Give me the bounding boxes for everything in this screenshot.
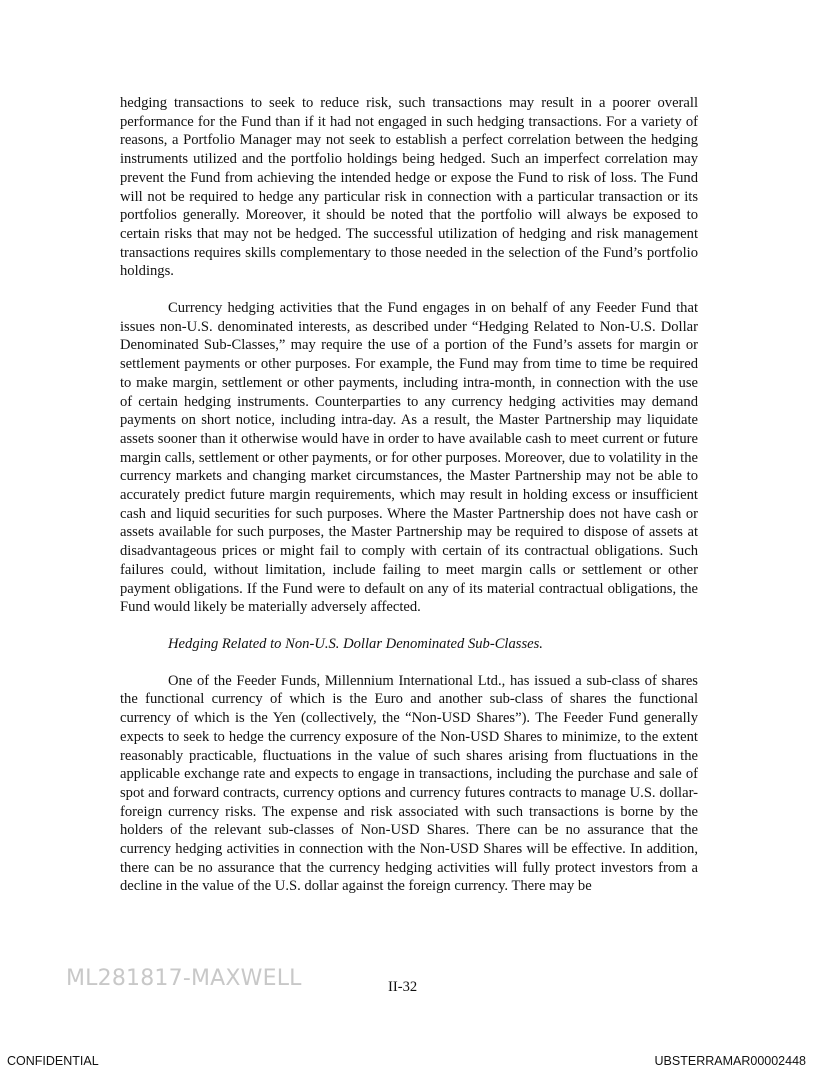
control-number: UBSTERRAMAR00002448 [654, 1054, 806, 1068]
bates-stamp: ML281817-MAXWELL [66, 966, 302, 991]
paragraph-non-usd-shares: One of the Feeder Funds, Millennium International Ltd., has issued a sub-class of shares the functional currency of which is the Euro and another sub-class of shares the functional currency of which is the Yen (collectively, the “Non-USD Shares”). The Feeder Fund generally expects to seek to hedge the currency exposure of the Non-USD Shares to minimize, to the extent reasonably practicable, fluctuations in the value of such shares arising from fluctuations in the applicable exchange rate and expects to engage in transactions, including the purchase and sale of spot and forward contracts, currency options and currency futures contracts to manage U.S. dollar-foreign currency risks. The expense and risk associated with such transactions is borne by the holders of the relevant sub-classes of Non-USD Shares. There can be no assurance that the currency hedging activities in connection with the Non-USD Shares will be effective. In addition, there can be no assurance that the currency hedging activities will fully protect investors from a decline in the value of the U.S. dollar against the foreign currency. There may be [120, 672, 698, 895]
section-heading: Hedging Related to Non-U.S. Dollar Denominated Sub-Classes. [168, 635, 543, 652]
paragraph-currency-hedging: Currency hedging activities that the Fund engages in on behalf of any Feeder Fund that issues non-U.S. denominated interests, as described under “Hedging Related to Non-U.S. Dollar Denominated Sub-Classes,” may require the use of a portion of the Fund’s assets for margin or settlement payments or other purposes. For example, the Fund may from time to time be required to make margin, settlement or other payments, including intra-month, in connection with the use of certain hedging instruments. Counterparties to any currency hedging activities may demand payments on short notice, including intra-day. As a result, the Master Partnership may liquidate assets sooner than it otherwise would have in order to have available cash to meet current or future margin calls, settlement or other payments, or for other purposes. Moreover, due to volatility in the currency markets and changing market circumstances, the Master Partnership may not be able to accurately predict future margin requirements, which may result in holding excess or insufficient cash and liquid securities for such purposes. Where the Master Partnership does not have cash or assets available for such purposes, the Master Partnership may be required to dispose of assets at disadvantageous prices or might fail to comply with certain of its contractual obligations. Such failures could, without limitation, include failing to meet margin calls or settlement or other payment obligations. If the Fund were to default on any of its material contractual obligations, the Fund would likely be materially adversely affected. [120, 300, 698, 616]
document-body [120, 94, 698, 914]
paragraph-hedging-risk: hedging transactions to seek to reduce risk, such transactions may result in a poorer overall performance for the Fund than if it had not engaged in such hedging transactions. For a variety of reasons, a Portfolio Manager may not seek to establish a perfect correlation between the hedging instruments utilized and the portfolio holdings being hedged. Such an imperfect correlation may prevent the Fund from achieving the intended hedge or expose the Fund to risk of loss. The Fund will not be required to hedge any particular risk in connection with a particular transaction or its portfolios generally. Moreover, it should be noted that the portfolio will always be exposed to certain risks that may not be hedged. The successful utilization of hedging and risk management transactions requires skills complementary to those needed in the selection of the Fund’s portfolio holdings. [120, 95, 698, 280]
confidential-label: CONFIDENTIAL [7, 1054, 99, 1068]
page-number: II-32 [388, 979, 418, 995]
